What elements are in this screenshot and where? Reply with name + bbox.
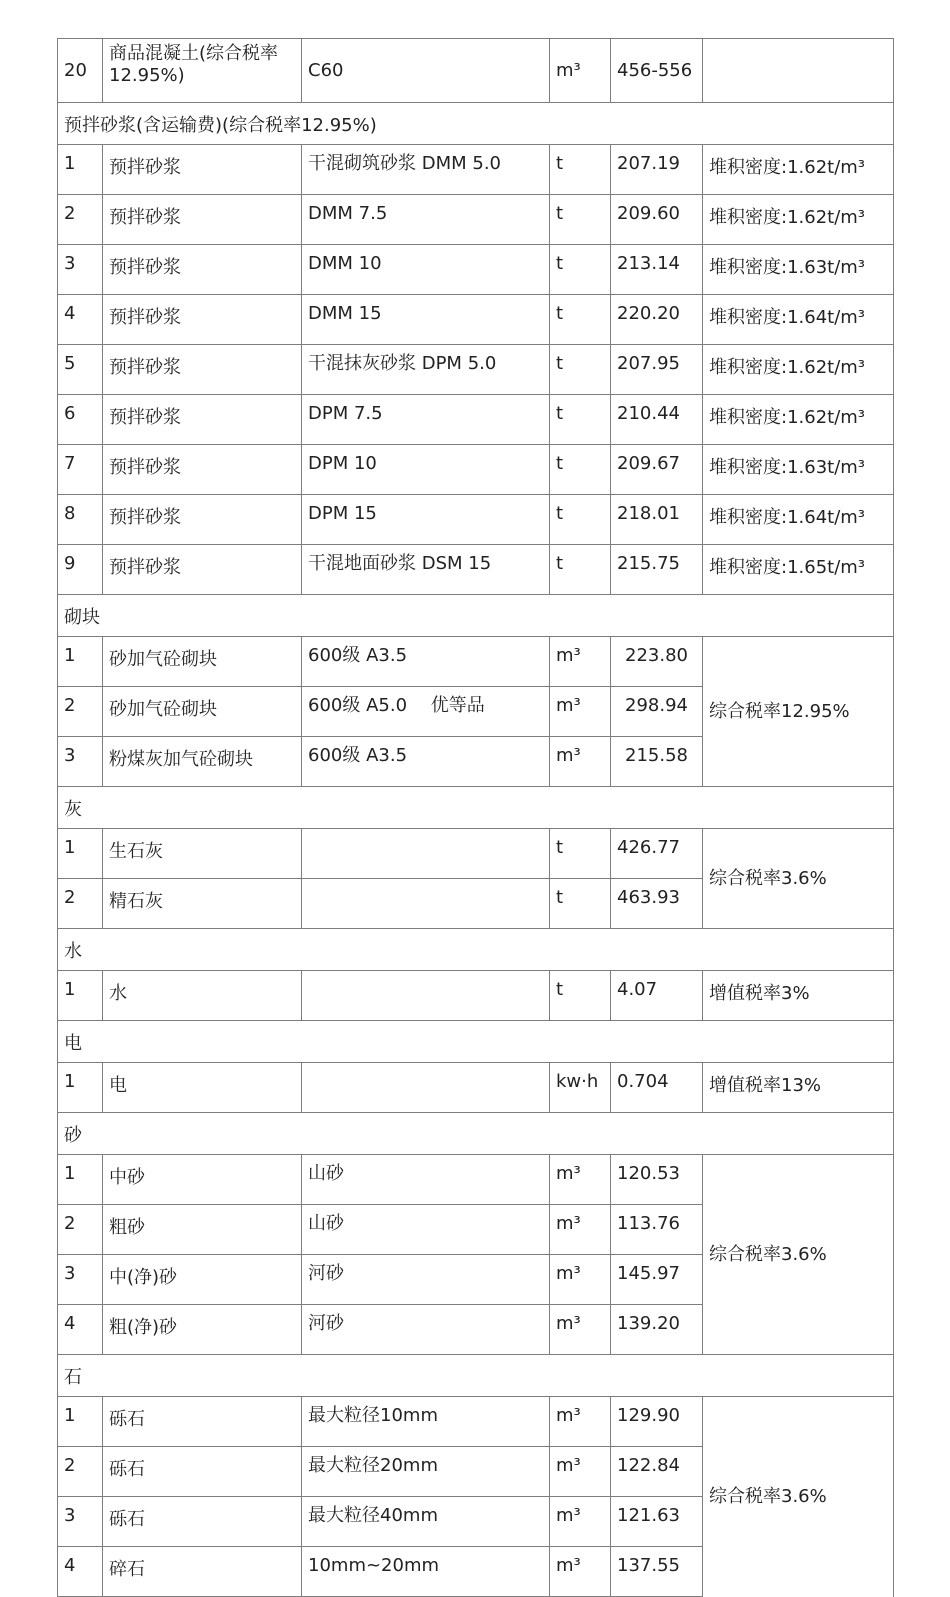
note: 堆积密度:1.62t/m³ [703,145,894,195]
unit: m³ [550,1397,611,1447]
unit: t [550,879,611,929]
material-name: 预拌砂浆 [103,445,302,495]
material-name: 中(净)砂 [103,1255,302,1305]
price: 298.94 [611,687,703,737]
section-title: 水 [58,929,894,971]
material-spec: 干混砌筑砂浆 DMM 5.0 [302,145,550,195]
unit: m³ [550,1305,611,1355]
material-spec: 山砂 [302,1205,550,1255]
material-spec: DPM 7.5 [302,395,550,445]
price: 223.80 [611,637,703,687]
price: 122.84 [611,1447,703,1497]
material-name: 粗砂 [103,1205,302,1255]
unit: m³ [550,39,611,103]
material-name: 预拌砂浆 [103,145,302,195]
row-number: 1 [58,971,103,1021]
unit: m³ [550,687,611,737]
material-name: 电 [103,1063,302,1113]
unit: t [550,145,611,195]
row-number: 20 [58,39,103,103]
row-number: 2 [58,879,103,929]
unit: t [550,829,611,879]
unit: m³ [550,1447,611,1497]
row-number: 3 [58,245,103,295]
row-number: 1 [58,829,103,879]
unit: t [550,345,611,395]
unit: m³ [550,1205,611,1255]
material-spec [302,971,550,1021]
unit: kw·h [550,1063,611,1113]
table-row [58,345,894,395]
material-spec: 最大粒径20mm [302,1447,550,1497]
material-name: 砾石 [103,1497,302,1547]
table-row [58,395,894,445]
material-name: 粗(净)砂 [103,1305,302,1355]
unit: m³ [550,1255,611,1305]
price: 209.60 [611,195,703,245]
material-name: 砾石 [103,1397,302,1447]
material-name: 中砂 [103,1155,302,1205]
material-spec: DPM 10 [302,445,550,495]
note: 增值税率13% [703,1063,894,1113]
price: 220.20 [611,295,703,345]
price: 0.704 [611,1063,703,1113]
row-number: 9 [58,545,103,595]
row-number: 3 [58,1497,103,1547]
note [703,39,894,103]
note: 堆积密度:1.63t/m³ [703,245,894,295]
unit: t [550,495,611,545]
row-number: 6 [58,395,103,445]
section-title: 预拌砂浆(含运输费)(综合税率12.95%) [58,103,894,145]
material-spec: 最大粒径40mm [302,1497,550,1547]
material-name: 精石灰 [103,879,302,929]
price: 456-556 [611,39,703,103]
section-title: 电 [58,1021,894,1063]
row-number: 1 [58,1397,103,1447]
material-name: 水 [103,971,302,1021]
row-number: 2 [58,195,103,245]
note: 堆积密度:1.64t/m³ [703,295,894,345]
material-name: 粉煤灰加气砼砌块 [103,737,302,787]
price: 145.97 [611,1255,703,1305]
note: 堆积密度:1.64t/m³ [703,495,894,545]
price: 207.19 [611,145,703,195]
table-row [58,1063,894,1113]
section-title: 砂 [58,1113,894,1155]
unit: t [550,971,611,1021]
section-title: 灰 [58,787,894,829]
price: 209.67 [611,445,703,495]
material-spec: DMM 10 [302,245,550,295]
table-row [58,1155,894,1205]
section-title: 石 [58,1355,894,1397]
price-table [57,38,894,1597]
material-spec: 河砂 [302,1255,550,1305]
section-header-row [58,103,894,145]
table-row [58,295,894,345]
material-spec: 河砂 [302,1305,550,1355]
material-spec: 600级 A5.0 优等品 [302,687,550,737]
table-row [58,829,894,879]
row-number: 4 [58,295,103,345]
note: 增值税率3% [703,971,894,1021]
price: 120.53 [611,1155,703,1205]
unit: m³ [550,1497,611,1547]
material-name: 碎石 [103,1547,302,1597]
row-number: 1 [58,145,103,195]
table-row [58,39,894,103]
table-row [58,971,894,1021]
row-number: 4 [58,1547,103,1597]
unit: t [550,195,611,245]
row-number: 3 [58,1255,103,1305]
price: 215.75 [611,545,703,595]
table-row [58,245,894,295]
section-header-row [58,1113,894,1155]
table-row [58,545,894,595]
table-row [58,637,894,687]
material-spec [302,1063,550,1113]
material-spec: DMM 15 [302,295,550,345]
note: 堆积密度:1.62t/m³ [703,195,894,245]
material-name: 砾石 [103,1447,302,1497]
section-title: 砌块 [58,595,894,637]
material-spec: DPM 15 [302,495,550,545]
table-row [58,495,894,545]
price: 121.63 [611,1497,703,1547]
unit: t [550,295,611,345]
price: 426.77 [611,829,703,879]
unit: m³ [550,637,611,687]
price: 139.20 [611,1305,703,1355]
row-number: 8 [58,495,103,545]
unit: t [550,545,611,595]
unit: m³ [550,1547,611,1597]
section-header-row [58,595,894,637]
table-row [58,1397,894,1447]
material-spec: 600级 A3.5 [302,737,550,787]
price: 215.58 [611,737,703,787]
row-number: 1 [58,1063,103,1113]
note: 堆积密度:1.65t/m³ [703,545,894,595]
unit: t [550,245,611,295]
material-spec [302,879,550,929]
price: 129.90 [611,1397,703,1447]
material-spec: 10mm~20mm [302,1547,550,1597]
unit: t [550,395,611,445]
price: 218.01 [611,495,703,545]
price: 210.44 [611,395,703,445]
note: 堆积密度:1.62t/m³ [703,345,894,395]
material-spec [302,829,550,879]
material-name: 预拌砂浆 [103,545,302,595]
tax-note: 综合税率12.95% [703,637,894,787]
price: 4.07 [611,971,703,1021]
material-name: 预拌砂浆 [103,195,302,245]
table-row [58,195,894,245]
note: 堆积密度:1.62t/m³ [703,395,894,445]
material-spec: 600级 A3.5 [302,637,550,687]
row-number: 2 [58,1447,103,1497]
material-name: 砂加气砼砌块 [103,687,302,737]
table-row [58,445,894,495]
material-name: 预拌砂浆 [103,295,302,345]
material-spec: 最大粒径10mm [302,1397,550,1447]
material-name: 砂加气砼砌块 [103,637,302,687]
row-number: 2 [58,687,103,737]
tax-note: 综合税率3.6% [703,829,894,929]
section-header-row [58,787,894,829]
table-row [58,145,894,195]
unit: m³ [550,1155,611,1205]
section-header-row [58,1355,894,1397]
row-number: 1 [58,637,103,687]
row-number: 3 [58,737,103,787]
material-name: 预拌砂浆 [103,395,302,445]
unit: m³ [550,737,611,787]
tax-note: 综合税率3.6% [703,1397,894,1597]
price: 137.55 [611,1547,703,1597]
material-spec: 山砂 [302,1155,550,1205]
material-name: 商品混凝土(综合税率12.95%) [103,39,302,103]
row-number: 4 [58,1305,103,1355]
note: 堆积密度:1.63t/m³ [703,445,894,495]
section-header-row [58,929,894,971]
row-number: 5 [58,345,103,395]
price: 213.14 [611,245,703,295]
tax-note: 综合税率3.6% [703,1155,894,1355]
price: 463.93 [611,879,703,929]
material-name: 预拌砂浆 [103,495,302,545]
material-spec: DMM 7.5 [302,195,550,245]
section-header-row [58,1021,894,1063]
material-spec: 干混抹灰砂浆 DPM 5.0 [302,345,550,395]
material-name: 生石灰 [103,829,302,879]
price: 113.76 [611,1205,703,1255]
row-number: 2 [58,1205,103,1255]
material-name: 预拌砂浆 [103,345,302,395]
material-name: 预拌砂浆 [103,245,302,295]
unit: t [550,445,611,495]
material-spec: C60 [302,39,550,103]
row-number: 1 [58,1155,103,1205]
price: 207.95 [611,345,703,395]
material-spec: 干混地面砂浆 DSM 15 [302,545,550,595]
row-number: 7 [58,445,103,495]
